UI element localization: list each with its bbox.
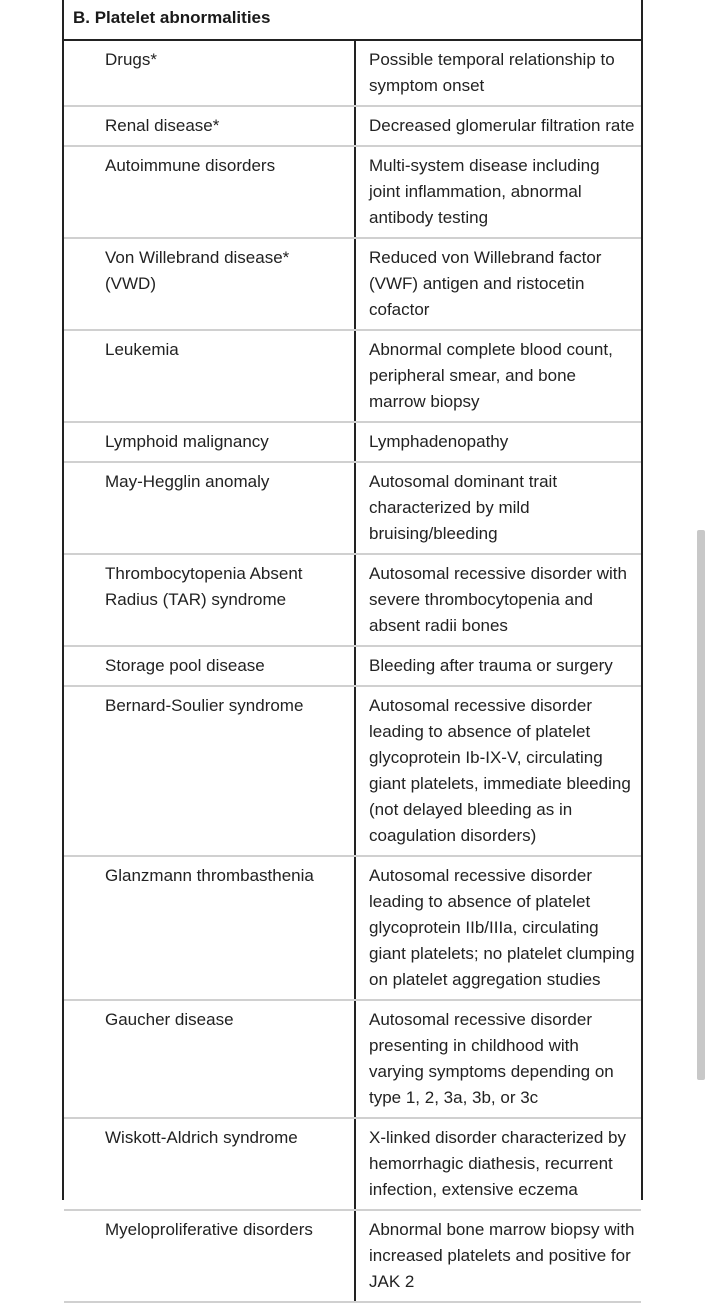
table-row [64,462,641,554]
evidence-cell: Abnormal bone marrow biopsy with increased platelets and positive for JAK 2 [355,1210,641,1302]
evidence-cell: Abnormal complete blood count, peripheral smear, and bone marrow biopsy [355,330,641,422]
section-title: B. Platelet abnormalities [64,0,641,41]
evidence-cell: X-linked disorder characterized by hemorrhagic diathesis, recurrent infection, extensive eczema [355,1118,641,1210]
vertical-scrollbar[interactable] [697,530,705,1080]
cause-cell: Von Willebrand disease* (VWD) [64,238,355,330]
cause-cell: Thrombocytopenia Absent Radius (TAR) syndrome [64,554,355,646]
table-row [64,554,641,646]
evidence-cell: Decreased glomerular filtration rate [355,106,641,146]
cause-cell: Gaucher disease [64,1000,355,1118]
cause-cell: Drugs* [64,41,355,106]
evidence-cell: Bleeding after trauma or surgery [355,646,641,686]
table-row [64,330,641,422]
cause-cell: Autoimmune disorders [64,146,355,238]
cause-cell: Storage pool disease [64,646,355,686]
table-row [64,238,641,330]
table-row [64,146,641,238]
evidence-cell: Lymphadenopathy [355,422,641,462]
cause-cell: Myeloproliferative disorders [64,1210,355,1302]
table-row [64,1000,641,1118]
cause-cell: May-Hegglin anomaly [64,462,355,554]
table-row [64,646,641,686]
table-row [64,41,641,106]
cause-cell: Glanzmann thrombasthenia [64,856,355,1000]
document-table [62,0,643,1291]
evidence-cell: Autosomal recessive disorder leading to absence of platelet glycoprotein Ib-IX-V, circulating giant platelets, immediate bleeding (not delayed bleeding as in coagulation disorders) [355,686,641,856]
cause-cell: Bernard-Soulier syndrome [64,686,355,856]
evidence-cell: Autosomal dominant trait characterized by mild bruising/bleeding [355,462,641,554]
evidence-cell: Possible temporal relationship to symptom onset [355,41,641,106]
cause-cell: Renal disease* [64,106,355,146]
evidence-cell: Multi-system disease including joint inflammation, abnormal antibody testing [355,146,641,238]
table-row [64,106,641,146]
table-row [64,1118,641,1210]
evidence-cell: Reduced von Willebrand factor (VWF) antigen and ristocetin cofactor [355,238,641,330]
evidence-cell: Autosomal recessive disorder leading to absence of platelet glycoprotein IIb/IIIa, circulating giant platelets; no platelet clumping on platelet aggregation studies [355,856,641,1000]
table-row [64,422,641,462]
table-row [64,1210,641,1302]
table-row [64,686,641,856]
table-row [64,856,641,1000]
evidence-cell: Autosomal recessive disorder presenting in childhood with varying symptoms depending on type 1, 2, 3a, 3b, or 3c [355,1000,641,1118]
cause-cell: Leukemia [64,330,355,422]
platelet-abnormalities-table [64,41,641,1303]
cause-cell: Wiskott-Aldrich syndrome [64,1118,355,1210]
cause-cell: Lymphoid malignancy [64,422,355,462]
evidence-cell: Autosomal recessive disorder with severe thrombocytopenia and absent radii bones [355,554,641,646]
